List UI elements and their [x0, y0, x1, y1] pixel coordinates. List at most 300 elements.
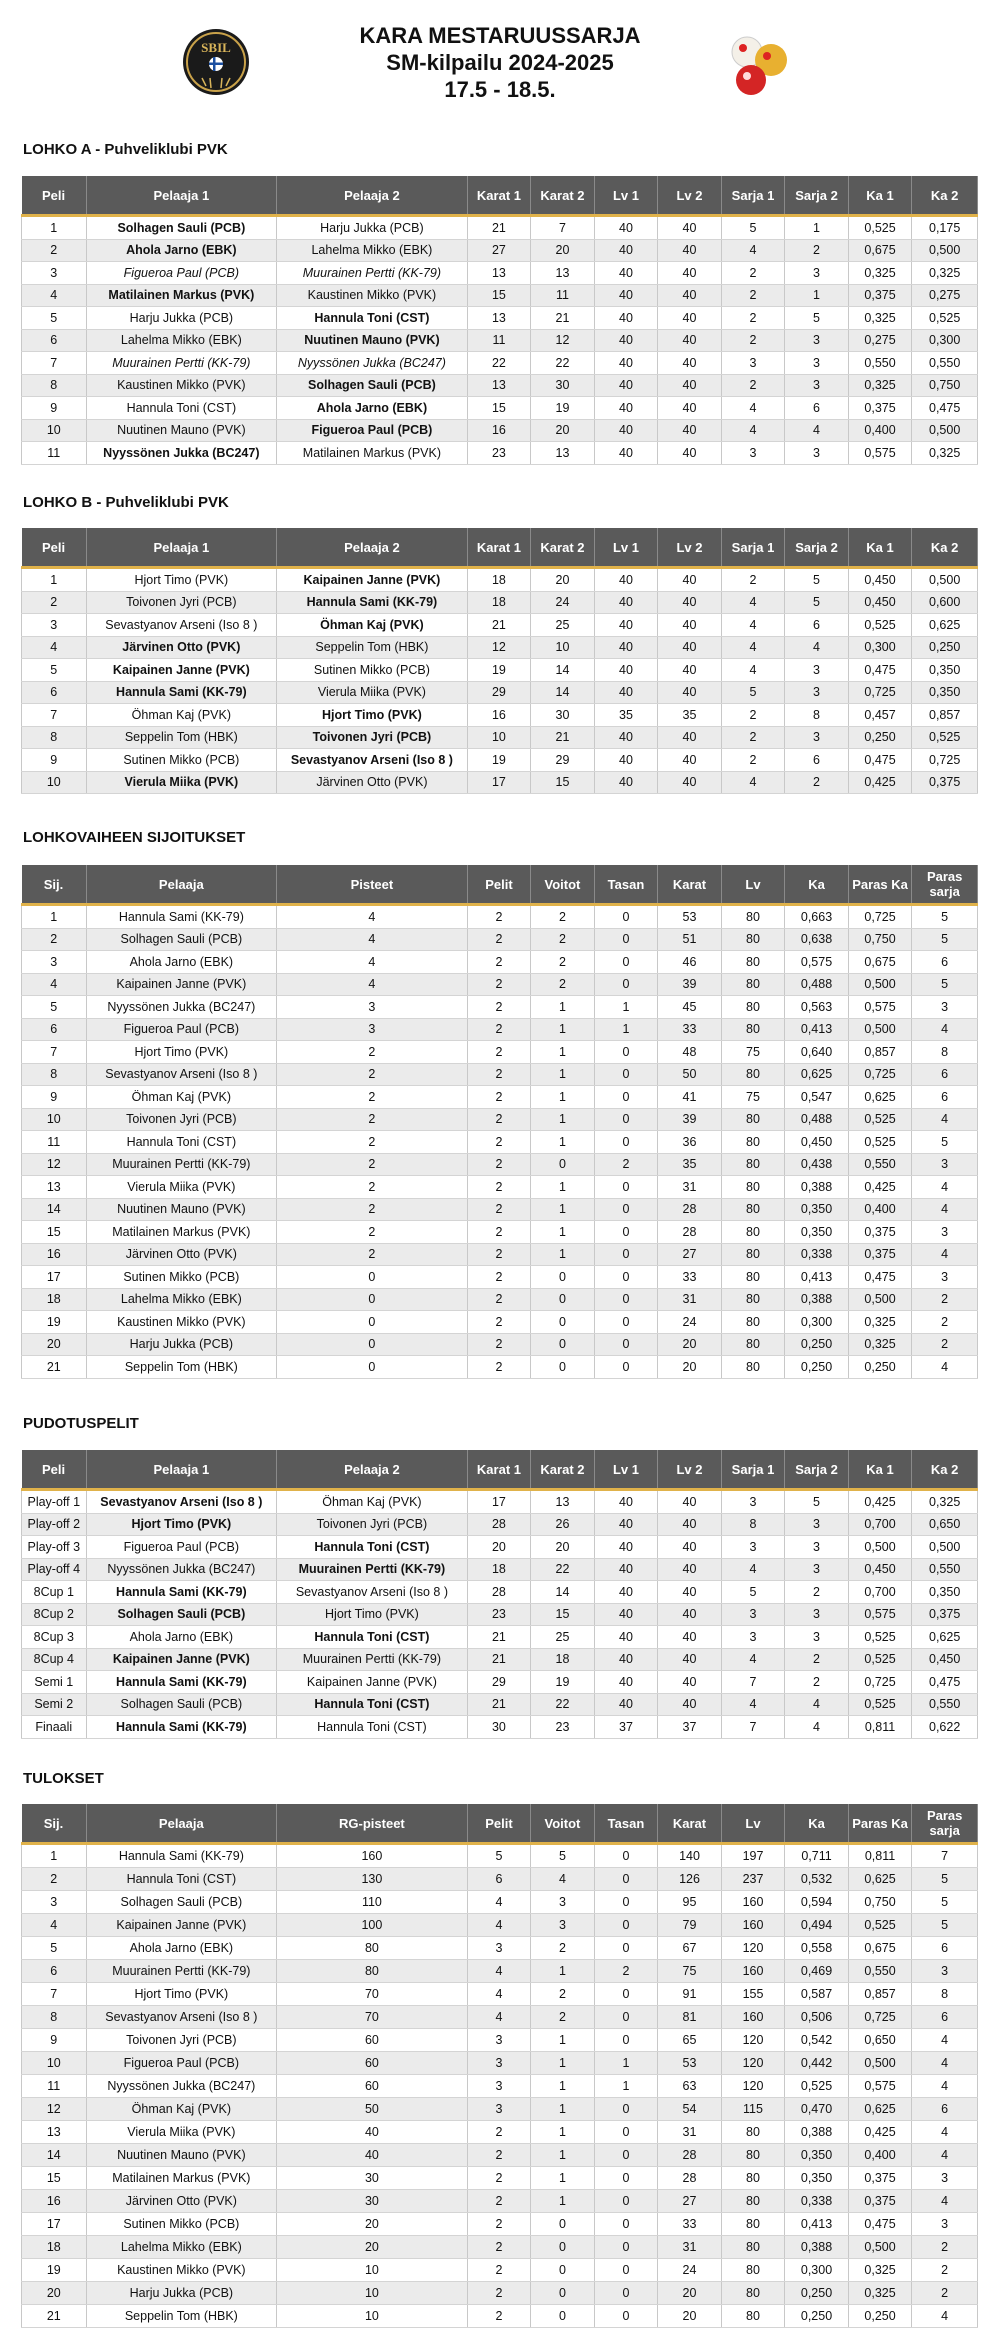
column-header: RG-pisteet	[277, 1804, 468, 1844]
table-cell: 24	[531, 591, 595, 614]
table-cell: 27	[658, 1243, 722, 1266]
table-cell: 40	[658, 1626, 722, 1649]
table-cell: 0,350	[912, 681, 978, 704]
table-cell: 5	[912, 928, 978, 951]
table-cell: 40	[658, 1648, 722, 1671]
table-cell: Seppelin Tom (HBK)	[277, 636, 468, 659]
table-cell: 2	[277, 1086, 468, 1109]
table-cell: 40	[594, 1671, 658, 1694]
table-cell: 80	[721, 973, 785, 996]
table-cell: 19	[531, 397, 595, 420]
table-cell: 40	[658, 216, 722, 240]
table-cell: 0,675	[848, 239, 912, 262]
table-cell: 0,375	[848, 1243, 912, 1266]
table-cell: 4	[912, 1018, 978, 1041]
table-cell: Järvinen Otto (PVK)	[86, 636, 277, 659]
table-cell: 5	[912, 1914, 978, 1937]
table-cell: 54	[658, 2098, 722, 2121]
table-cell: 31	[658, 2236, 722, 2259]
table-cell: 2	[22, 239, 87, 262]
table-cell: 16	[467, 704, 531, 727]
table-cell: 0,375	[848, 397, 912, 420]
table-cell: 155	[721, 1983, 785, 2006]
table-cell: 4	[721, 397, 785, 420]
table-cell: 0,857	[848, 1041, 912, 1064]
column-header: Sarja 1	[721, 1450, 785, 1490]
table-cell: 40	[594, 239, 658, 262]
table-row	[22, 1086, 978, 1109]
table-cell: 80	[721, 996, 785, 1019]
table-cell: 70	[277, 1983, 468, 2006]
table-cell: Järvinen Otto (PVK)	[86, 2190, 277, 2213]
table-cell: 50	[277, 2098, 468, 2121]
table-cell: 110	[277, 1891, 468, 1914]
table-cell: Kaustinen Mikko (PVK)	[86, 374, 277, 397]
table-cell: Vierula Miika (PVK)	[86, 2121, 277, 2144]
table-cell: 2	[277, 1221, 468, 1244]
table-cell: 0,725	[848, 1671, 912, 1694]
table-cell: 33	[658, 1266, 722, 1289]
table-cell: 21	[22, 1356, 87, 1379]
table-cell: 13	[467, 307, 531, 330]
table-cell: 2	[277, 1153, 468, 1176]
table-cell: 29	[531, 749, 595, 772]
table-cell: 80	[721, 1176, 785, 1199]
table-cell: 0	[594, 1086, 658, 1109]
table-cell: 21	[22, 2305, 87, 2328]
table-cell: 10	[531, 636, 595, 659]
table-cell: 4	[467, 2006, 531, 2029]
table-cell: 0	[594, 2121, 658, 2144]
table-cell: 1	[594, 996, 658, 1019]
table-cell: 3	[785, 329, 849, 352]
table-cell: 0	[594, 2259, 658, 2282]
table-cell: Toivonen Jyri (PCB)	[86, 2029, 277, 2052]
table-cell: 1	[531, 2029, 595, 2052]
table-cell: 0,442	[785, 2052, 849, 2075]
table-cell: 0	[277, 1266, 468, 1289]
table-cell: 0,500	[848, 973, 912, 996]
table-cell: 40	[277, 2121, 468, 2144]
title-block	[0, 22, 1000, 103]
table-cell: 40	[594, 614, 658, 637]
table-cell: 80	[721, 951, 785, 974]
table-cell: 4	[277, 905, 468, 929]
table-cell: 40	[658, 1603, 722, 1626]
table-cell: 0,325	[848, 1333, 912, 1356]
table-cell: 18	[531, 1648, 595, 1671]
table-cell: 40	[594, 442, 658, 465]
table-cell: 4	[912, 2190, 978, 2213]
table-cell: 8	[22, 726, 87, 749]
table-cell: 10	[467, 726, 531, 749]
table-cell: 7	[22, 1983, 87, 2006]
table-cell: 0,325	[848, 307, 912, 330]
table-cell: 0	[277, 1311, 468, 1334]
table-cell: 7	[721, 1671, 785, 1694]
table-cell: 17	[22, 1266, 87, 1289]
table-cell: Hannula Toni (CST)	[277, 1626, 468, 1649]
table-row	[22, 1558, 978, 1581]
table-row	[22, 1716, 978, 1739]
table-cell: 160	[721, 1960, 785, 1983]
table-cell: 2	[721, 568, 785, 592]
table-cell: 0,525	[848, 1914, 912, 1937]
table-cell: 0,587	[785, 1983, 849, 2006]
table-cell: 5	[785, 568, 849, 592]
page-title: KARA MESTARUUSSARJA	[359, 23, 641, 48]
table-cell: Toivonen Jyri (PCB)	[86, 591, 277, 614]
table-cell: Öhman Kaj (PVK)	[86, 1086, 277, 1109]
table-cell: 0	[594, 973, 658, 996]
table-cell: 2	[912, 2236, 978, 2259]
table-cell: 3	[912, 2167, 978, 2190]
table-cell: 28	[658, 1221, 722, 1244]
table-cell: 0,500	[848, 2236, 912, 2259]
table-cell: 70	[277, 2006, 468, 2029]
table-cell: 16	[467, 419, 531, 442]
table-cell: 8Cup 4	[22, 1648, 87, 1671]
table-cell: 80	[721, 1333, 785, 1356]
table-cell: 2	[467, 1243, 531, 1266]
column-header: Lv 2	[658, 1450, 722, 1490]
table-cell: 18	[22, 1288, 87, 1311]
table-cell: 3	[467, 2098, 531, 2121]
billiard-balls-icon	[723, 28, 795, 100]
table-cell: 8	[912, 1041, 978, 1064]
table-cell: 0	[531, 1333, 595, 1356]
table-cell: Solhagen Sauli (PCB)	[86, 1891, 277, 1914]
table-cell: 0,250	[848, 2305, 912, 2328]
table-cell: 0,550	[912, 1558, 978, 1581]
table-cell: 1	[22, 1844, 87, 1868]
table-cell: 2	[277, 1041, 468, 1064]
table-cell: 0	[594, 1063, 658, 1086]
table-cell: Matilainen Markus (PVK)	[86, 1221, 277, 1244]
table-cell: 40	[594, 1626, 658, 1649]
table-cell: 2	[594, 1960, 658, 1983]
table-cell: 63	[658, 2075, 722, 2098]
table-cell: 21	[467, 1648, 531, 1671]
table-cell: Hannula Sami (KK-79)	[86, 681, 277, 704]
table-cell: 1	[531, 2052, 595, 2075]
table-cell: 8	[721, 1513, 785, 1536]
table-cell: 30	[467, 1716, 531, 1739]
table-cell: Figueroa Paul (PCB)	[86, 1018, 277, 1041]
table-cell: 80	[277, 1937, 468, 1960]
table-cell: 0,525	[848, 614, 912, 637]
table-cell: Harju Jukka (PCB)	[86, 1333, 277, 1356]
event-dates: 17.5 - 18.5.	[444, 77, 556, 102]
table-cell: 0,350	[785, 1198, 849, 1221]
table-cell: Öhman Kaj (PVK)	[277, 1490, 468, 1514]
table-cell: Solhagen Sauli (PCB)	[86, 1603, 277, 1626]
table-cell: 0,250	[785, 1356, 849, 1379]
table-cell: Solhagen Sauli (PCB)	[86, 928, 277, 951]
table-cell: 6	[912, 1063, 978, 1086]
table-cell: 2	[467, 951, 531, 974]
table-row	[22, 2305, 978, 2328]
standings-table	[21, 865, 978, 1379]
table-cell: 2	[277, 1243, 468, 1266]
table-cell: 50	[658, 1063, 722, 1086]
lohko-b-title: LOHKO B - Puhveliklubi PVK	[23, 494, 229, 511]
table-cell: 14	[531, 1581, 595, 1604]
table-cell: Play-off 1	[22, 1490, 87, 1514]
table-cell: 0,400	[848, 419, 912, 442]
table-cell: 0	[594, 1333, 658, 1356]
table-cell: 40	[594, 1581, 658, 1604]
table-cell: Sutinen Mikko (PCB)	[277, 659, 468, 682]
table-cell: 0,525	[848, 1108, 912, 1131]
table-cell: 5	[22, 1937, 87, 1960]
table-cell: 0,475	[912, 397, 978, 420]
table-cell: 0,375	[848, 2190, 912, 2213]
table-cell: 0,750	[848, 1891, 912, 1914]
table-cell: Toivonen Jyri (PCB)	[277, 1513, 468, 1536]
table-cell: 0,325	[848, 2259, 912, 2282]
column-header: Sarja 1	[721, 528, 785, 568]
table-cell: 0,300	[848, 636, 912, 659]
table-row	[22, 419, 978, 442]
table-cell: 40	[658, 1581, 722, 1604]
table-row	[22, 973, 978, 996]
table-row	[22, 2144, 978, 2167]
table-cell: 13	[467, 262, 531, 285]
table-cell: 0	[594, 1221, 658, 1244]
table-row	[22, 951, 978, 974]
table-cell: 0,275	[848, 329, 912, 352]
table-cell: 0	[594, 2144, 658, 2167]
page-subtitle: SM-kilpailu 2024-2025	[386, 50, 614, 75]
table-row	[22, 397, 978, 420]
column-header: Sij.	[22, 865, 87, 905]
header-row	[22, 176, 978, 216]
table-cell: 3	[785, 1536, 849, 1559]
table-cell: 40	[594, 1648, 658, 1671]
table-cell: 3	[22, 262, 87, 285]
table-cell: 3	[721, 1603, 785, 1626]
table-cell: 2	[467, 928, 531, 951]
table-cell: 0,350	[912, 659, 978, 682]
table-cell: 0,725	[848, 2006, 912, 2029]
table-row	[22, 1513, 978, 1536]
table-cell: 3	[721, 1536, 785, 1559]
table-cell: 2	[785, 1581, 849, 1604]
table-cell: 0	[594, 951, 658, 974]
table-cell: 1	[531, 1041, 595, 1064]
column-header: Tasan	[594, 1804, 658, 1844]
table-row	[22, 1041, 978, 1064]
table-cell: 40	[594, 397, 658, 420]
table-cell: 12	[467, 636, 531, 659]
table-cell: 23	[531, 1716, 595, 1739]
column-header: Lv 2	[658, 176, 722, 216]
table-cell: 20	[531, 239, 595, 262]
table-cell: 0,325	[912, 442, 978, 465]
table-row	[22, 216, 978, 240]
table-row	[22, 1671, 978, 1694]
table-cell: 4	[785, 419, 849, 442]
table-cell: 0	[594, 2167, 658, 2190]
table-cell: 0,550	[912, 352, 978, 375]
table-cell: 4	[22, 973, 87, 996]
table-cell: 2	[467, 1221, 531, 1244]
table-cell: Hannula Toni (CST)	[86, 1868, 277, 1891]
table-row	[22, 2259, 978, 2282]
table-cell: 0,475	[848, 749, 912, 772]
table-cell: 40	[594, 1490, 658, 1514]
table-cell: 21	[467, 1626, 531, 1649]
table-cell: 40	[594, 591, 658, 614]
column-header: Ka 2	[912, 528, 978, 568]
table-cell: 0,350	[785, 1221, 849, 1244]
table-cell: 0,250	[785, 1333, 849, 1356]
header-row	[22, 1804, 978, 1844]
table-cell: 40	[658, 1490, 722, 1514]
table-cell: 31	[658, 1176, 722, 1199]
column-header: Sij.	[22, 1804, 87, 1844]
table-cell: 39	[658, 1108, 722, 1131]
table-cell: 0	[531, 2236, 595, 2259]
table-cell: 21	[467, 614, 531, 637]
table-cell: 1	[531, 1176, 595, 1199]
table-cell: 2	[467, 1108, 531, 1131]
table-cell: 20	[22, 1333, 87, 1356]
table-row	[22, 905, 978, 929]
table-cell: Play-off 4	[22, 1558, 87, 1581]
table-cell: 2	[785, 239, 849, 262]
table-cell: 40	[594, 1558, 658, 1581]
playoffs-table	[21, 1450, 978, 1739]
table-cell: Hannula Toni (CST)	[277, 1716, 468, 1739]
table-cell: 18	[22, 2236, 87, 2259]
table-cell: 120	[721, 2052, 785, 2075]
table-cell: 40	[594, 1603, 658, 1626]
table-cell: 0,375	[912, 1603, 978, 1626]
table-cell: 6	[785, 749, 849, 772]
table-cell: 0,750	[912, 374, 978, 397]
table-cell: 0,575	[848, 996, 912, 1019]
table-cell: 2	[467, 1333, 531, 1356]
table-cell: 2	[277, 1063, 468, 1086]
table-cell: 35	[594, 704, 658, 727]
table-cell: 35	[658, 1153, 722, 1176]
table-row	[22, 704, 978, 727]
table-cell: 40	[658, 568, 722, 592]
table-cell: Hjort Timo (PVK)	[86, 1983, 277, 2006]
column-header: Pisteet	[277, 865, 468, 905]
table-cell: Kaipainen Janne (PVK)	[277, 1671, 468, 1694]
table-cell: 6	[22, 329, 87, 352]
table-cell: 0,338	[785, 1243, 849, 1266]
table-cell: 2	[785, 1648, 849, 1671]
table-cell: 1	[785, 284, 849, 307]
table-cell: 80	[721, 2167, 785, 2190]
table-cell: 3	[785, 374, 849, 397]
table-cell: 40	[594, 307, 658, 330]
column-header: Karat 1	[467, 528, 531, 568]
table-cell: 30	[277, 2190, 468, 2213]
table-cell: 21	[531, 726, 595, 749]
table-cell: 40	[658, 1558, 722, 1581]
table-cell: 2	[721, 726, 785, 749]
table-cell: 80	[721, 1108, 785, 1131]
table-cell: 0,542	[785, 2029, 849, 2052]
table-cell: 2	[467, 1018, 531, 1041]
table-cell: Muurainen Pertti (KK-79)	[86, 1960, 277, 1983]
table-cell: Figueroa Paul (PCB)	[277, 419, 468, 442]
table-cell: 5	[912, 1868, 978, 1891]
table-cell: 7	[531, 216, 595, 240]
column-header: Lv 2	[658, 528, 722, 568]
table-cell: 2	[467, 1356, 531, 1379]
column-header: Sarja 2	[785, 1450, 849, 1490]
table-cell: 12	[531, 329, 595, 352]
table-cell: 0	[594, 1914, 658, 1937]
table-row	[22, 1108, 978, 1131]
table-cell: 0,625	[785, 1063, 849, 1086]
column-header: Sarja 2	[785, 176, 849, 216]
table-cell: Muurainen Pertti (KK-79)	[277, 1558, 468, 1581]
table-cell: 19	[22, 2259, 87, 2282]
table-cell: 19	[467, 749, 531, 772]
table-cell: 0,525	[912, 726, 978, 749]
table-cell: 3	[785, 1513, 849, 1536]
table-cell: 0,375	[848, 1221, 912, 1244]
table-cell: 35	[658, 704, 722, 727]
table-cell: 10	[22, 419, 87, 442]
table-cell: 0,575	[848, 2075, 912, 2098]
table-cell: 3	[467, 2075, 531, 2098]
table-cell: Kaipainen Janne (PVK)	[86, 973, 277, 996]
column-header: Ka 2	[912, 1450, 978, 1490]
table-cell: 5	[22, 996, 87, 1019]
table-cell: 2	[721, 284, 785, 307]
table-cell: 4	[785, 1693, 849, 1716]
table-cell: 40	[658, 442, 722, 465]
table-cell: Sevastyanov Arseni (Iso 8 )	[277, 1581, 468, 1604]
table-cell: 0,650	[848, 2029, 912, 2052]
table-cell: 40	[658, 374, 722, 397]
table-cell: 0,575	[848, 1603, 912, 1626]
table-row	[22, 1198, 978, 1221]
table-cell: 0,275	[912, 284, 978, 307]
table-cell: 7	[22, 352, 87, 375]
table-cell: 5	[467, 1844, 531, 1868]
table-cell: 8	[22, 2006, 87, 2029]
table-cell: 10	[277, 2259, 468, 2282]
table-cell: 0,300	[785, 2259, 849, 2282]
table-cell: Hannula Sami (KK-79)	[277, 591, 468, 614]
table-cell: 4	[467, 1983, 531, 2006]
table-cell: 12	[22, 1153, 87, 1176]
table-cell: 0,250	[848, 1356, 912, 1379]
table-cell: 2	[594, 1153, 658, 1176]
column-header: Karat	[658, 1804, 722, 1844]
table-cell: 4	[721, 419, 785, 442]
table-cell: 4	[912, 1356, 978, 1379]
table-cell: Hjort Timo (PVK)	[277, 1603, 468, 1626]
table-cell: 0,350	[785, 2144, 849, 2167]
table-cell: 80	[721, 2305, 785, 2328]
table-cell: 2	[467, 905, 531, 929]
table-row	[22, 1937, 978, 1960]
table-cell: 4	[912, 2305, 978, 2328]
table-cell: 0,725	[912, 749, 978, 772]
table-cell: 80	[277, 1960, 468, 1983]
table-cell: 40	[658, 329, 722, 352]
